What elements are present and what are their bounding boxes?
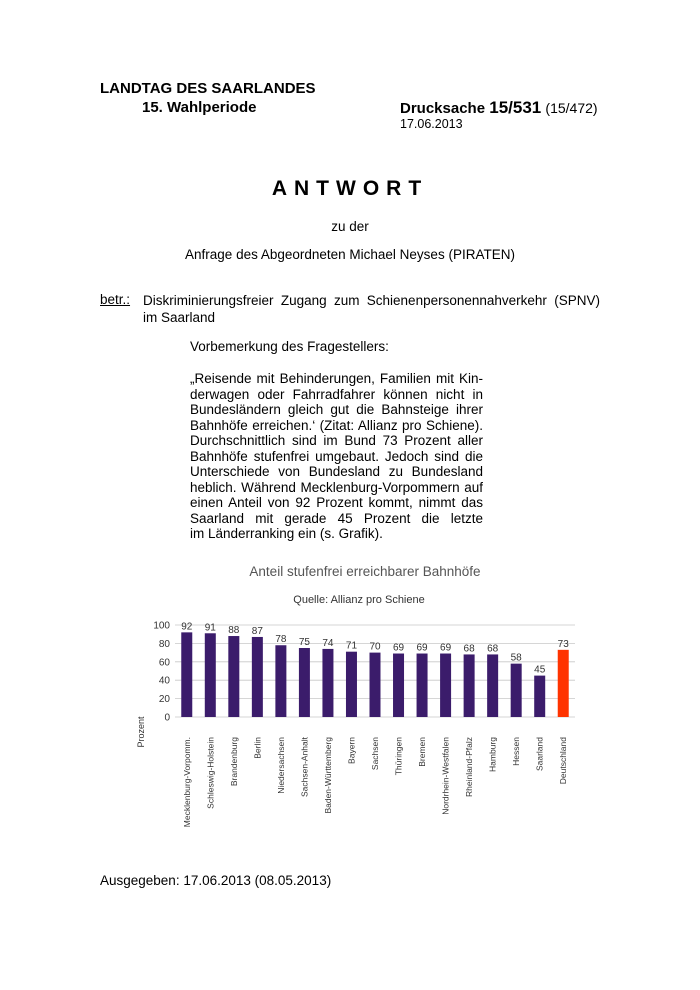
bar	[322, 649, 333, 717]
data-label: 73	[557, 638, 569, 650]
data-label: 68	[487, 643, 499, 655]
category-label: Thüringen	[393, 737, 404, 776]
document-date: 17.06.2013	[400, 117, 463, 131]
data-label: 87	[251, 625, 263, 637]
category-label: Nordrhein-Westfalen	[440, 737, 451, 815]
bar	[393, 654, 404, 717]
document-number-line	[400, 98, 598, 118]
y-tick-label: 40	[158, 675, 170, 687]
category-label: Niedersachsen	[275, 737, 286, 794]
category-label: Mecklenburg-Vorpomm.	[181, 737, 192, 828]
bar	[299, 648, 310, 717]
bar	[534, 676, 545, 717]
data-label: 78	[275, 634, 287, 646]
category-label: Saarland	[534, 737, 545, 772]
issued-date: Ausgegeben: 17.06.2013 (08.05.2013)	[100, 873, 332, 888]
bar	[440, 654, 451, 717]
data-label: 68	[463, 643, 475, 655]
inquiry-line: Anfrage des Abgeordneten Michael Neyses (PIRATEN)	[185, 247, 515, 262]
category-label: Berlin	[252, 737, 263, 759]
bar	[275, 645, 286, 717]
bar	[346, 652, 357, 717]
remark-line: Bahnhöfe erreichen.‘ (Zitat: Allianz pro Schiene).	[190, 417, 483, 433]
data-label: 69	[392, 642, 405, 654]
remark-line: im Länderranking ein (s. Grafik).	[190, 526, 383, 541]
category-label: Sachsen	[370, 737, 380, 771]
data-label: 75	[298, 637, 310, 648]
y-tick-label: 60	[158, 657, 170, 669]
data-label: 88	[228, 625, 240, 637]
category-label: Rheinland-Pfalz	[464, 737, 475, 798]
remark-line: einen Anteil von 92 Prozent kommt, nimmt das	[190, 495, 483, 510]
data-label: 92	[181, 621, 193, 633]
preliminary-remark-text	[190, 371, 483, 542]
remark-line: Saarland mit gerade 45 Prozent die letzte	[190, 510, 483, 526]
bar	[417, 654, 428, 717]
category-label: Hessen	[511, 737, 522, 766]
data-label: 69	[416, 642, 428, 654]
y-tick-label: 0	[164, 712, 170, 724]
data-label: 91	[204, 622, 216, 634]
legislative-period: 15. Wahlperiode	[142, 99, 257, 116]
bar	[511, 664, 522, 717]
data-label: 69	[440, 642, 452, 654]
document-old-number: (15/472)	[545, 100, 598, 116]
bar	[487, 654, 498, 717]
data-label: 70	[369, 641, 381, 653]
remark-line: Bundesländern gleich gut die Bahnsteige ihrer	[190, 402, 483, 417]
data-label: 45	[534, 664, 546, 676]
remark-line: „Reisende mit Behinderungen, Familien mit Kin-	[190, 371, 483, 386]
category-label: Bayern	[346, 737, 357, 764]
document-label: Drucksache	[400, 100, 486, 117]
chart-subtitle: Quelle: Allianz pro Schiene	[293, 594, 425, 606]
remark-line: Durchschnittlich sind im Bund 73 Prozent aller	[190, 433, 483, 448]
category-label: Hamburg	[487, 737, 498, 772]
bar	[558, 650, 569, 717]
bar-chart	[120, 555, 580, 850]
chart-title: Anteil stufenfrei erreichbarer Bahnhöfe	[249, 564, 481, 579]
organization-name: LANDTAG DES SAARLANDES	[100, 80, 316, 97]
remark-line: heblich. Während Mecklenburg-Vorpommern auf	[190, 479, 483, 495]
subject-label: betr.:	[100, 292, 131, 307]
category-label: Brandenburg	[228, 737, 239, 787]
category-label: Bremen	[417, 737, 428, 767]
chart-labels	[181, 621, 569, 827]
data-label: 71	[345, 640, 358, 652]
preliminary-remark-heading: Vorbemerkung des Fragestellers:	[190, 339, 389, 354]
bar	[228, 636, 239, 717]
bar	[252, 637, 263, 717]
remark-line: Unterschiede von Bundesland zu Bundesland	[190, 464, 483, 479]
zu-der-text: zu der	[331, 219, 369, 234]
chart-y-axis-label: Prozent	[136, 716, 146, 748]
y-tick-label: 20	[158, 694, 170, 706]
category-label: Schleswig-Holstein	[205, 737, 216, 809]
category-label: Baden-Württemberg	[322, 737, 333, 814]
bar	[370, 653, 381, 717]
bar	[464, 654, 475, 717]
document-number: 15/531	[489, 98, 542, 117]
y-tick-label: 80	[158, 638, 170, 650]
y-tick-label: 100	[153, 620, 170, 632]
subject-text: Diskriminierungsfreier Zugang zum Schienenpersonennahverkehr (SPNV) im Saarland	[143, 293, 600, 325]
data-label: 74	[322, 637, 334, 649]
bar	[205, 633, 216, 717]
category-label: Sachsen-Anhalt	[299, 737, 310, 798]
category-label: Deutschland	[558, 737, 569, 785]
remark-line: Bahnhöfe stufenfrei umgebaut. Jedoch sind die	[190, 448, 483, 464]
page-title: ANTWORT	[271, 177, 429, 200]
remark-line: derwagen oder Fahrradfahrer können nicht in	[190, 386, 483, 402]
data-label: 58	[510, 652, 522, 664]
bar	[181, 632, 192, 717]
